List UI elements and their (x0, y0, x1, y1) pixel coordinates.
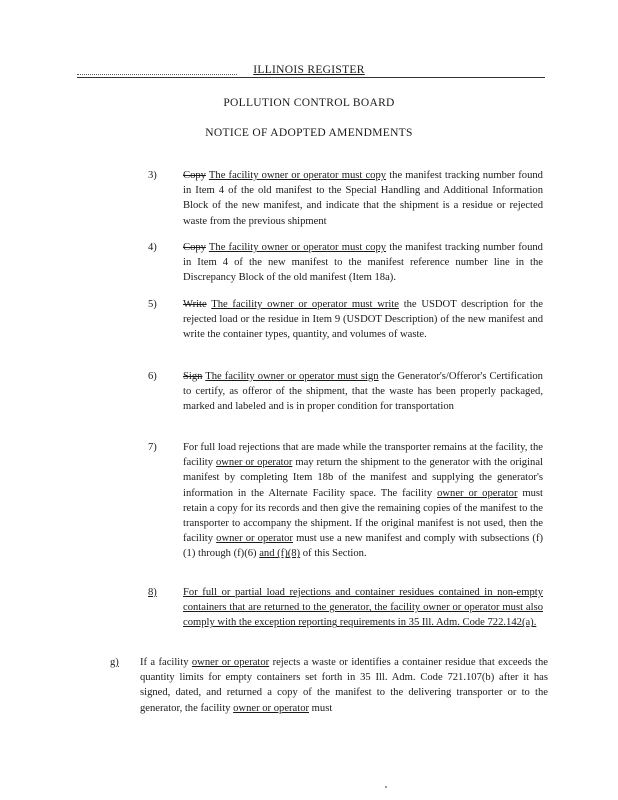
inserted-text: The facility owner or operator must write (211, 299, 399, 310)
item-number: 6) (148, 371, 157, 382)
item-body: the Generator's/Offeror's Certification to certify, as offeror of the shipment, that the waste has been properly packaged, marked and labeled and is in proper condition for transportation (183, 371, 543, 413)
inserted-text: owner or operator (233, 702, 310, 714)
subsection-label: g) (110, 657, 119, 668)
item-body: the USDOT description for the rejected load or the residue in Item 9 (USDOT Description) of the new manifest and write the container types, quantity, and volumes of waste. (183, 299, 543, 341)
item-text: For full load rejections that are made while the transporter remains at the facility, the facility owner or operator may return the shipment to the generator with the original manifest by completing Item 18b of the manifest and supplying the generator's information in the Alternate Facility space. The facility owner or operator must retain a copy for its records and then give the remaining copies of the manifest to the transporter to accompany the shipment. If the original manifest is not used, then the facility owner or operator must use a new manifest and comply with subsections (f)(1) through (f)(6) and (f)(8) of this Section. (183, 442, 544, 560)
board-title: POLLUTION CONTROL BOARD (223, 97, 395, 109)
item-number: 8) (148, 587, 157, 598)
notice-title: NOTICE OF ADOPTED AMENDMENTS (205, 127, 413, 139)
inserted-text: owner or operator (437, 487, 518, 499)
inserted-text: owner or operator (216, 533, 293, 545)
item-body: the manifest tracking number found in Item 4 of the new manifest to the manifest reference number line in the Discrepancy Block of the old manifest (Item 18a). (183, 242, 543, 284)
header-rule (77, 77, 545, 78)
inserted-text: For full or partial load rejections and container residues contained in non-empty containers that are returned to the generator, the facility owner or operator must also comply with the exception reporting requirements in 35 Ill. Adm. Code 722.142(a). (183, 587, 543, 629)
item-text (183, 168, 543, 229)
item-number: 7) (148, 442, 157, 453)
subsection-text: If a facility owner or operator rejects a waste or identifies a container residue that exceeds the quantity limits for empty containers set forth in 35 Ill. Adm. Code 721.107(b) after it has signed, dated, and returned a copy of the manifest to the delivering transporter or to the generator, the facility owner or operator must (140, 657, 548, 714)
inserted-text: The facility owner or operator must copy (208, 170, 387, 181)
item-text (183, 369, 543, 415)
page-mark (385, 786, 387, 788)
item-number: 5) (148, 299, 157, 310)
inserted-text: owner or operator (191, 657, 270, 668)
item-text (183, 297, 543, 343)
inserted-text: The facility owner or operator must sign (205, 371, 379, 382)
deleted-text: Sign (183, 371, 203, 382)
item-number: 3) (148, 170, 157, 181)
item-number: 4) (148, 242, 157, 253)
item-body: the manifest tracking number found in Item 4 of the old manifest to the Special Handling and Additional Information Block of the new manifest, and indicate that the shipment is a residue or rejected waste from the previous shipment (183, 170, 543, 227)
deleted-text: Copy (183, 242, 206, 253)
item-text (183, 240, 543, 286)
deleted-text: Write (183, 299, 207, 310)
inserted-text: owner or operator (215, 457, 293, 469)
register-title: ILLINOIS REGISTER (253, 64, 365, 76)
inserted-text: The facility owner or operator must copy (208, 242, 387, 253)
deleted-text: Copy (183, 170, 206, 181)
inserted-text: and (f)(8) (259, 548, 301, 560)
